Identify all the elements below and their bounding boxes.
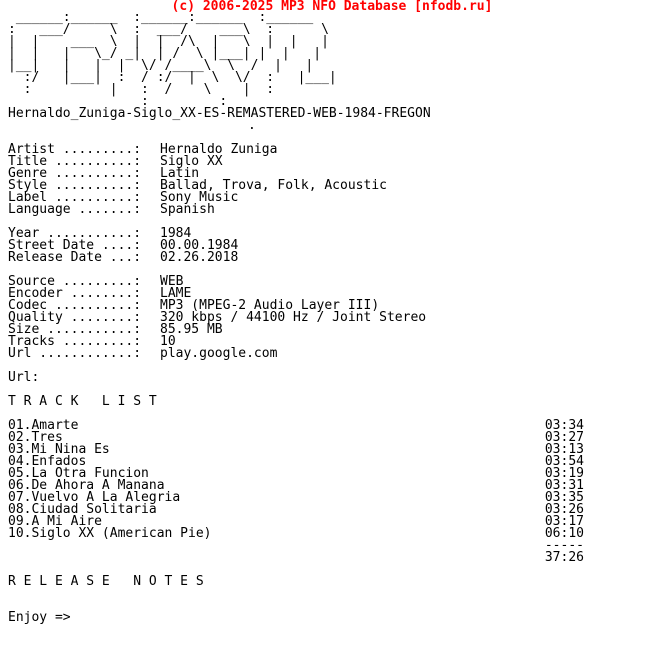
info-key: Style ..........: <box>8 178 142 193</box>
info-key: Title ..........: <box>8 154 142 169</box>
info-value: Spanish <box>160 202 215 217</box>
tech-key: Tracks .........: <box>8 334 142 349</box>
track-time: 03:27 <box>544 430 584 445</box>
info-value: Hernaldo Zuniga <box>160 142 278 157</box>
info-value: Siglo XX <box>160 154 223 169</box>
track-title: 06.De Ahora A Manana <box>8 478 165 493</box>
date-key: Release Date ...: <box>8 250 142 265</box>
info-value: Sony Music <box>160 190 239 205</box>
track-time: 03:34 <box>544 418 584 433</box>
release-notes-text: Enjoy => <box>8 610 71 625</box>
release-name: Hernaldo_Zuniga-Siglo_XX-ES-REMASTERED-WEB-1984-FREGON <box>8 106 431 121</box>
track-title: 10.Siglo XX (American Pie) <box>8 526 212 541</box>
ascii-logo: ______:______ :______:______ :______ : ___/ \ : ___/ ___\ : \ | | ___ \ | | /\ | \ | | | | | | \_/ _| | / \ |___| | | | |__| | | | \/ /____\ \ / | | :/ |___| : / :/ | \ \/ : |___| : | : / \ | : : : <box>8 10 337 109</box>
track-title: 09.A Mi Aire <box>8 514 102 529</box>
track-time: 03:13 <box>544 442 584 457</box>
info-row <box>8 204 215 216</box>
tech-value: MP3 (MPEG-2 Audio Layer III) <box>160 298 380 313</box>
info-key: Label ..........: <box>8 190 142 205</box>
date-value: 00.00.1984 <box>160 238 239 253</box>
tech-value: LAME <box>160 286 192 301</box>
info-value: Latin <box>160 166 200 181</box>
tech-row <box>8 348 277 360</box>
tech-value: play.google.com <box>160 346 278 361</box>
info-key: Language .......: <box>8 202 142 217</box>
track-title: 02.Tres <box>8 430 63 445</box>
track-time: 03:54 <box>544 454 584 469</box>
total-separator: ----- <box>544 538 584 553</box>
track-title: 08.Ciudad Solitaria <box>8 502 157 517</box>
tech-value: 85.95 MB <box>160 322 223 337</box>
release-name-dot: . <box>248 118 256 133</box>
track-time: 03:31 <box>544 478 584 493</box>
tech-key: Url ............: <box>8 346 142 361</box>
tech-key: Quality ........: <box>8 310 142 325</box>
date-key: Year ...........: <box>8 226 142 241</box>
track-time: 06:10 <box>544 526 584 541</box>
tech-value: 10 <box>160 334 176 349</box>
date-value: 02.26.2018 <box>160 250 239 265</box>
track-time: 03:35 <box>544 490 584 505</box>
tech-key: Encoder ........: <box>8 286 142 301</box>
url-label: Url: <box>8 370 40 385</box>
tech-value: WEB <box>160 274 184 289</box>
track-time: 03:19 <box>544 466 584 481</box>
tech-value: 320 kbps / 44100 Hz / Joint Stereo <box>160 310 427 325</box>
date-row <box>8 252 238 264</box>
total-time: 37:26 <box>544 550 584 565</box>
track-title: 01.Amarte <box>8 418 79 433</box>
nfodb-header: (c) 2006-2025 MP3 NFO Database [nfodb.ru] <box>171 0 493 14</box>
release-notes-title: R E L E A S E N O T E S <box>8 574 204 589</box>
date-key: Street Date ....: <box>8 238 142 253</box>
track-title: 04.Enfados <box>8 454 87 469</box>
info-key: Genre ..........: <box>8 166 142 181</box>
track-title: 05.La Otra Funcion <box>8 466 149 481</box>
date-value: 1984 <box>160 226 192 241</box>
track-title: 03.Mi Nina Es <box>8 442 110 457</box>
tech-key: Codec ..........: <box>8 298 142 313</box>
tech-key: Source .........: <box>8 274 142 289</box>
track-title: 07.Vuelvo A La Alegria <box>8 490 181 505</box>
track-time: 03:26 <box>544 502 584 517</box>
track-time: 03:17 <box>544 514 584 529</box>
info-key: Artist .........: <box>8 142 142 157</box>
tracklist-title: T R A C K L I S T <box>8 394 157 409</box>
info-value: Ballad, Trova, Folk, Acoustic <box>160 178 387 193</box>
tech-key: Size ...........: <box>8 322 142 337</box>
